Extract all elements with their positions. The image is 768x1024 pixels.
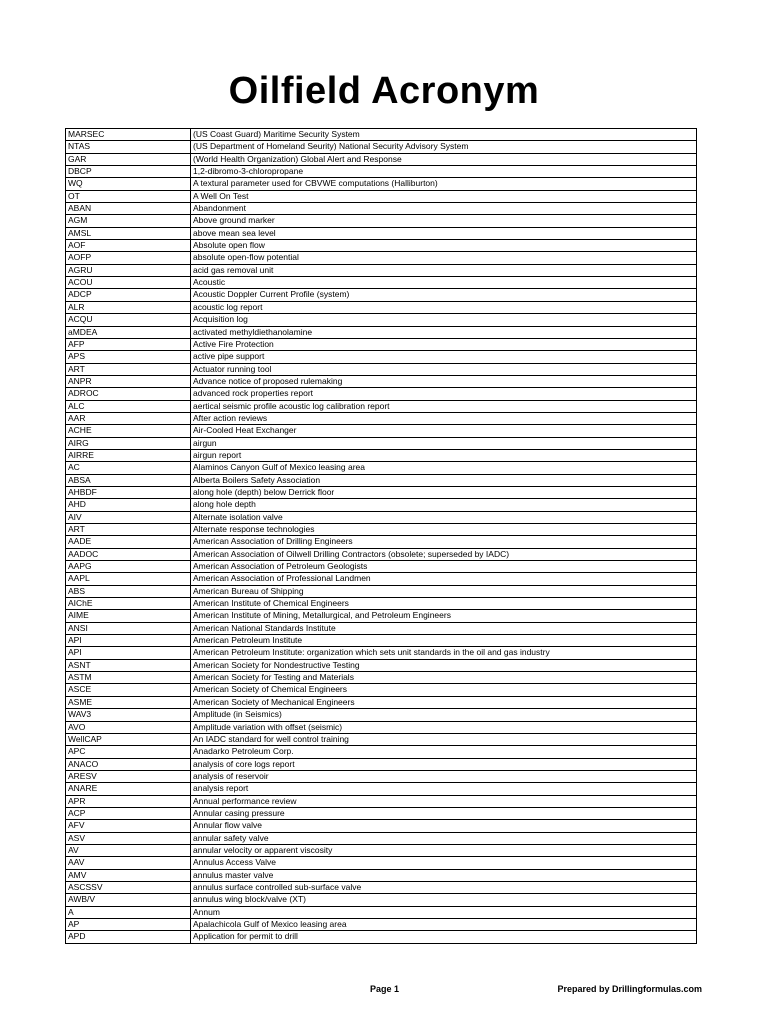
table-row (66, 203, 697, 215)
table-row (66, 733, 697, 745)
table-row (66, 289, 697, 301)
acronym-cell: ASCSSV (66, 881, 191, 893)
acronym-cell: API (66, 635, 191, 647)
definition-cell: 1,2-dibromo-3-chloropropane (191, 166, 697, 178)
table-row (66, 400, 697, 412)
table-row (66, 919, 697, 931)
definition-cell: American Society of Chemical Engineers (191, 684, 697, 696)
acronym-cell: AIME (66, 610, 191, 622)
definition-cell: Annulus Access Valve (191, 857, 697, 869)
acronym-table (65, 128, 697, 944)
acronym-cell: AGM (66, 215, 191, 227)
acronym-cell: APD (66, 931, 191, 943)
table-row (66, 709, 697, 721)
page-title: Oilfield Acronym (228, 70, 540, 112)
acronym-cell: ACP (66, 807, 191, 819)
table-row (66, 240, 697, 252)
table-row (66, 351, 697, 363)
acronym-cell: AADOC (66, 548, 191, 560)
acronym-cell: AAPL (66, 573, 191, 585)
acronym-cell: ADROC (66, 388, 191, 400)
table-row (66, 598, 697, 610)
definition-cell: American Association of Petroleum Geologists (191, 561, 697, 573)
acronym-cell: ALC (66, 400, 191, 412)
table-row (66, 869, 697, 881)
definition-cell: analysis report (191, 783, 697, 795)
definition-cell: After action reviews (191, 412, 697, 424)
table-row (66, 363, 697, 375)
definition-cell: annulus master valve (191, 869, 697, 881)
definition-cell: annular safety valve (191, 832, 697, 844)
acronym-cell: AFV (66, 820, 191, 832)
acronym-cell: AOFP (66, 252, 191, 264)
table-row (66, 561, 697, 573)
acronym-cell: AP (66, 919, 191, 931)
definition-cell: Annum (191, 906, 697, 918)
definition-cell: American Association of Oilwell Drilling Contractors (obsolete; superseded by IADC) (191, 548, 697, 560)
table-row (66, 758, 697, 770)
table-row (66, 215, 697, 227)
definition-cell: Amplitude (in Seismics) (191, 709, 697, 721)
acronym-cell: ART (66, 524, 191, 536)
table-row (66, 721, 697, 733)
acronym-cell: NTAS (66, 141, 191, 153)
definition-cell: Amplitude variation with offset (seismic) (191, 721, 697, 733)
definition-cell: Acoustic Doppler Current Profile (system) (191, 289, 697, 301)
table-row (66, 338, 697, 350)
definition-cell: A textural parameter used for CBVWE computations (Halliburton) (191, 178, 697, 190)
table-row (66, 412, 697, 424)
table-row (66, 573, 697, 585)
table-row (66, 511, 697, 523)
acronym-cell: ABAN (66, 203, 191, 215)
table-row (66, 807, 697, 819)
acronym-cell: ASNT (66, 659, 191, 671)
definition-cell: Alberta Boilers Safety Association (191, 474, 697, 486)
table-row (66, 635, 697, 647)
definition-cell: American Petroleum Institute (191, 635, 697, 647)
table-row (66, 857, 697, 869)
definition-cell: Annular flow valve (191, 820, 697, 832)
definition-cell: American Bureau of Shipping (191, 585, 697, 597)
acronym-cell: AAV (66, 857, 191, 869)
definition-cell: Alternate response technologies (191, 524, 697, 536)
table-row (66, 449, 697, 461)
definition-cell: American Association of Drilling Engineers (191, 536, 697, 548)
table-row (66, 277, 697, 289)
acronym-cell: ACOU (66, 277, 191, 289)
definition-cell: acid gas removal unit (191, 264, 697, 276)
acronym-cell: APR (66, 795, 191, 807)
definition-cell: American Society for Nondestructive Testing (191, 659, 697, 671)
acronym-cell: ANARE (66, 783, 191, 795)
definition-cell: airgun (191, 437, 697, 449)
definition-cell: American Society for Testing and Materials (191, 672, 697, 684)
acronym-cell: ASME (66, 696, 191, 708)
definition-cell: analysis of reservoir (191, 770, 697, 782)
table-row (66, 746, 697, 758)
table-row (66, 536, 697, 548)
table-row (66, 659, 697, 671)
acronym-cell: AIV (66, 511, 191, 523)
definition-cell: Above ground marker (191, 215, 697, 227)
acronym-cell: AIChE (66, 598, 191, 610)
table-row (66, 227, 697, 239)
table-row (66, 795, 697, 807)
acronym-cell: ANPR (66, 375, 191, 387)
table-row (66, 931, 697, 943)
definition-cell: Abandonment (191, 203, 697, 215)
table-row (66, 820, 697, 832)
acronym-cell: ABS (66, 585, 191, 597)
table-row (66, 264, 697, 276)
acronym-cell: WQ (66, 178, 191, 190)
acronym-cell: AADE (66, 536, 191, 548)
acronym-cell: ANSI (66, 622, 191, 634)
acronym-cell: DBCP (66, 166, 191, 178)
acronym-cell: AC (66, 462, 191, 474)
table-row (66, 610, 697, 622)
acronym-cell: AFP (66, 338, 191, 350)
definition-cell: aertical seismic profile acoustic log calibration report (191, 400, 697, 412)
table-row (66, 129, 697, 141)
page-number: Page 1 (370, 984, 400, 994)
table-row (66, 832, 697, 844)
definition-cell: analysis of core logs report (191, 758, 697, 770)
acronym-cell: AAPG (66, 561, 191, 573)
acronym-cell: APC (66, 746, 191, 758)
table-row (66, 314, 697, 326)
definition-cell: Annual performance review (191, 795, 697, 807)
acronym-cell: ADCP (66, 289, 191, 301)
table-row (66, 153, 697, 165)
acronym-cell: ARESV (66, 770, 191, 782)
table-row (66, 437, 697, 449)
acronym-cell: ASTM (66, 672, 191, 684)
definition-cell: (US Coast Guard) Maritime Security System (191, 129, 697, 141)
acronym-cell: APS (66, 351, 191, 363)
acronym-cell: AGRU (66, 264, 191, 276)
definition-cell: Anadarko Petroleum Corp. (191, 746, 697, 758)
acronym-cell: AIRRE (66, 449, 191, 461)
definition-cell: annulus surface controlled sub-surface valve (191, 881, 697, 893)
acronym-cell: WellCAP (66, 733, 191, 745)
table-row (66, 252, 697, 264)
definition-cell: Active Fire Protection (191, 338, 697, 350)
acronym-cell: A (66, 906, 191, 918)
table-row (66, 524, 697, 536)
table-row (66, 141, 697, 153)
definition-cell: American Petroleum Institute: organization which sets unit standards in the oil and gas industry (191, 647, 697, 659)
acronym-cell: ABSA (66, 474, 191, 486)
acronym-cell: ASV (66, 832, 191, 844)
acronym-cell: ASCE (66, 684, 191, 696)
acronym-cell: ART (66, 363, 191, 375)
definition-cell: annular velocity or apparent viscosity (191, 844, 697, 856)
table-row (66, 486, 697, 498)
definition-cell: American Association of Professional Landmen (191, 573, 697, 585)
table-row (66, 388, 697, 400)
table-row (66, 499, 697, 511)
definition-cell: along hole depth (191, 499, 697, 511)
table-row (66, 783, 697, 795)
definition-cell: Air-Cooled Heat Exchanger (191, 425, 697, 437)
definition-cell: Actuator running tool (191, 363, 697, 375)
acronym-cell: AAR (66, 412, 191, 424)
acronym-cell: AMV (66, 869, 191, 881)
definition-cell: annulus wing block/valve (XT) (191, 894, 697, 906)
table-row (66, 894, 697, 906)
table-row (66, 190, 697, 202)
table-row (66, 326, 697, 338)
table-row (66, 585, 697, 597)
definition-cell: (World Health Organization) Global Alert and Response (191, 153, 697, 165)
definition-cell: activated methyldiethanolamine (191, 326, 697, 338)
table-row (66, 425, 697, 437)
table-row (66, 178, 697, 190)
acronym-cell: AV (66, 844, 191, 856)
acronym-cell: AHD (66, 499, 191, 511)
acronym-table-body (66, 129, 697, 944)
acronym-cell: AIRG (66, 437, 191, 449)
definition-cell: American National Standards Institute (191, 622, 697, 634)
definition-cell: American Institute of Mining, Metallurgical, and Petroleum Engineers (191, 610, 697, 622)
acronym-cell: ANACO (66, 758, 191, 770)
definition-cell: absolute open-flow potential (191, 252, 697, 264)
table-row (66, 684, 697, 696)
acronym-cell: aMDEA (66, 326, 191, 338)
definition-cell: American Institute of Chemical Engineers (191, 598, 697, 610)
acronym-cell: AOF (66, 240, 191, 252)
acronym-cell: MARSEC (66, 129, 191, 141)
acronym-cell: OT (66, 190, 191, 202)
table-row (66, 474, 697, 486)
definition-cell: Alternate isolation valve (191, 511, 697, 523)
definition-cell: Absolute open flow (191, 240, 697, 252)
table-row (66, 622, 697, 634)
definition-cell: American Society of Mechanical Engineers (191, 696, 697, 708)
table-row (66, 770, 697, 782)
acronym-cell: WAV3 (66, 709, 191, 721)
definition-cell: (US Department of Homeland Seurity) National Security Advisory System (191, 141, 697, 153)
acronym-cell: AVO (66, 721, 191, 733)
definition-cell: An IADC standard for well control training (191, 733, 697, 745)
table-row (66, 906, 697, 918)
table-row (66, 696, 697, 708)
definition-cell: acoustic log report (191, 301, 697, 313)
table-row (66, 462, 697, 474)
table-row (66, 672, 697, 684)
definition-cell: active pipe support (191, 351, 697, 363)
acronym-cell: GAR (66, 153, 191, 165)
definition-cell: advanced rock properties report (191, 388, 697, 400)
definition-cell: Apalachicola Gulf of Mexico leasing area (191, 919, 697, 931)
acronym-cell: ACHE (66, 425, 191, 437)
definition-cell: airgun report (191, 449, 697, 461)
table-row (66, 375, 697, 387)
table-row (66, 844, 697, 856)
table-row (66, 881, 697, 893)
acronym-cell: ACQU (66, 314, 191, 326)
acronym-cell: AMSL (66, 227, 191, 239)
definition-cell: along hole (depth) below Derrick floor (191, 486, 697, 498)
definition-cell: Alaminos Canyon Gulf of Mexico leasing area (191, 462, 697, 474)
acronym-cell: AWB/V (66, 894, 191, 906)
definition-cell: Advance notice of proposed rulemaking (191, 375, 697, 387)
definition-cell: above mean sea level (191, 227, 697, 239)
acronym-cell: ALR (66, 301, 191, 313)
acronym-cell: API (66, 647, 191, 659)
prepared-by: Prepared by Drillingformulas.com (557, 984, 702, 994)
table-row (66, 166, 697, 178)
table-row (66, 548, 697, 560)
definition-cell: Acquisition log (191, 314, 697, 326)
acronym-cell: AHBDF (66, 486, 191, 498)
definition-cell: Annular casing pressure (191, 807, 697, 819)
definition-cell: Acoustic (191, 277, 697, 289)
definition-cell: A Well On Test (191, 190, 697, 202)
table-row (66, 301, 697, 313)
table-row (66, 647, 697, 659)
definition-cell: Application for permit to drill (191, 931, 697, 943)
